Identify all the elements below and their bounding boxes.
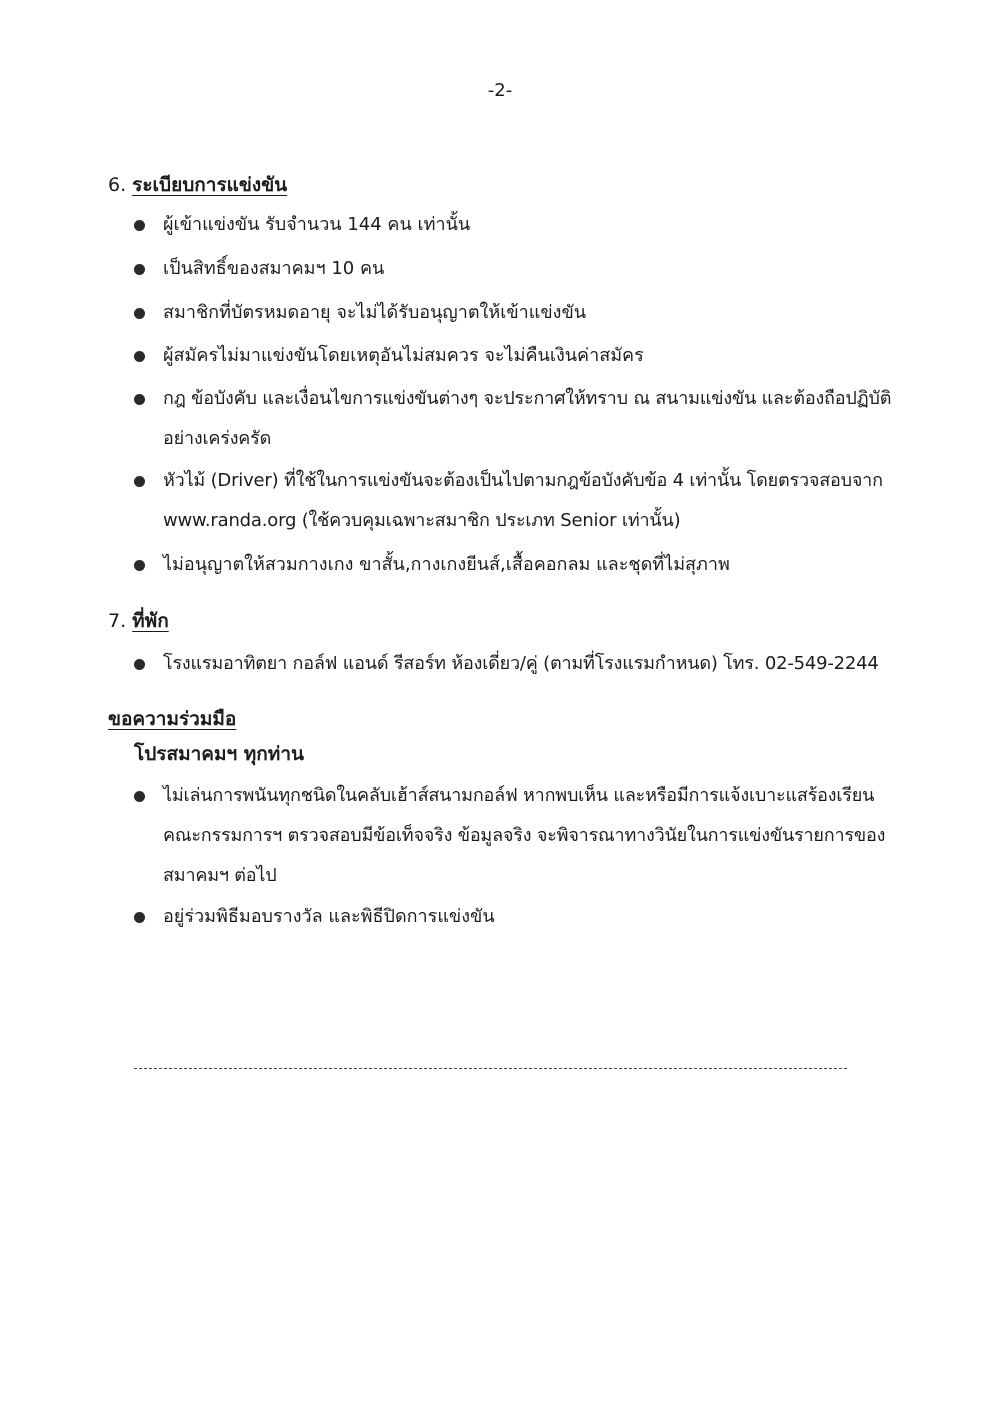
bullet-icon (134, 220, 145, 231)
list-item (134, 299, 909, 333)
bullet-icon (134, 308, 145, 319)
list-item (134, 342, 909, 376)
section-6-number: 6. (108, 174, 127, 196)
list-item (134, 650, 909, 684)
list-item-text: กฎ ข้อบังคับ และเงื่อนไขการแข่งขันต่างๆ จะประกาศให้ทราบ ณ สนามแข่งขัน และต้องถือปฏิบัติอย่างเคร่งครัด (163, 388, 892, 449)
list-item (134, 551, 909, 585)
list-item (134, 385, 909, 459)
bullet-icon (134, 394, 145, 405)
list-item-text: เป็นสิทธิ์ของสมาคมฯ 10 คน (163, 258, 385, 279)
list-item-text: อยู่ร่วมพิธีมอบรางวัล และพิธีปิดการแข่งขัน (163, 906, 495, 927)
list-item (134, 211, 909, 245)
cooperation-title: ขอความร่วมมือ (108, 708, 237, 730)
section-7-title: ที่พัก (132, 610, 169, 632)
list-item-text: ไม่อนุญาตให้สวมกางเกง ขาสั้น,กางเกงยีนส์,เสื้อคอกลม และชุดที่ไม่สุภาพ (163, 554, 730, 575)
section-7-heading (108, 606, 169, 636)
dashed-divider (134, 1068, 847, 1069)
list-item (134, 903, 909, 937)
bullet-icon (134, 264, 145, 275)
bullet-icon (134, 791, 145, 802)
list-item (134, 255, 909, 289)
bullet-icon (134, 659, 145, 670)
cooperation-heading (108, 704, 236, 734)
bullet-icon (134, 912, 145, 923)
list-item-text: ผู้สมัครไม่มาแข่งขันโดยเหตุอันไม่สมควร จะไม่คืนเงินค่าสมัคร (163, 345, 644, 366)
section-6-heading (108, 170, 287, 200)
list-item (134, 467, 909, 541)
list-item-text: หัวไม้ (Driver) ที่ใช้ในการแข่งขันจะต้องเป็นไปตามกฎข้อบังคับข้อ 4 เท่านั้น โดยตรวจสอบจาก www.randa.org (ใช้ควบคุมเฉพาะสมาชิก ประเภท Senior เท่านั้น) (163, 470, 883, 531)
cooperation-subtitle: โปรสมาคมฯ ทุกท่าน (134, 743, 304, 765)
list-item-text: ผู้เข้าแข่งขัน รับจำนวน 144 คน เท่านั้น (163, 214, 471, 235)
section-6-title: ระเบียบการแข่งขัน (132, 174, 288, 196)
list-item-text: โรงแรมอาทิตยา กอล์ฟ แอนด์ รีสอร์ท ห้องเดี่ยว/คู่ (ตามที่โรงแรมกำหนด) โทร. 02-549-2244 (163, 653, 879, 674)
list-item (134, 782, 909, 896)
bullet-icon (134, 351, 145, 362)
bullet-icon (134, 560, 145, 571)
page-number: -2- (487, 80, 513, 101)
list-item-text: ไม่เล่นการพนันทุกชนิดในคลับเฮ้าส์สนามกอล์ฟ หากพบเห็น และหรือมีการแจ้งเบาะแสร้องเรียนคณะกรรมการฯ ตรวจสอบมีข้อเท็จจริง ข้อมูลจริง จะพิจารณาทางวินัยในการแข่งขันรายการของสมาคมฯ ต่อไป (163, 785, 886, 886)
list-item-text: สมาชิกที่บัตรหมดอายุ จะไม่ได้รับอนุญาตให้เข้าแข่งขัน (163, 302, 587, 323)
bullet-icon (134, 476, 145, 487)
section-7-number: 7. (108, 610, 127, 632)
